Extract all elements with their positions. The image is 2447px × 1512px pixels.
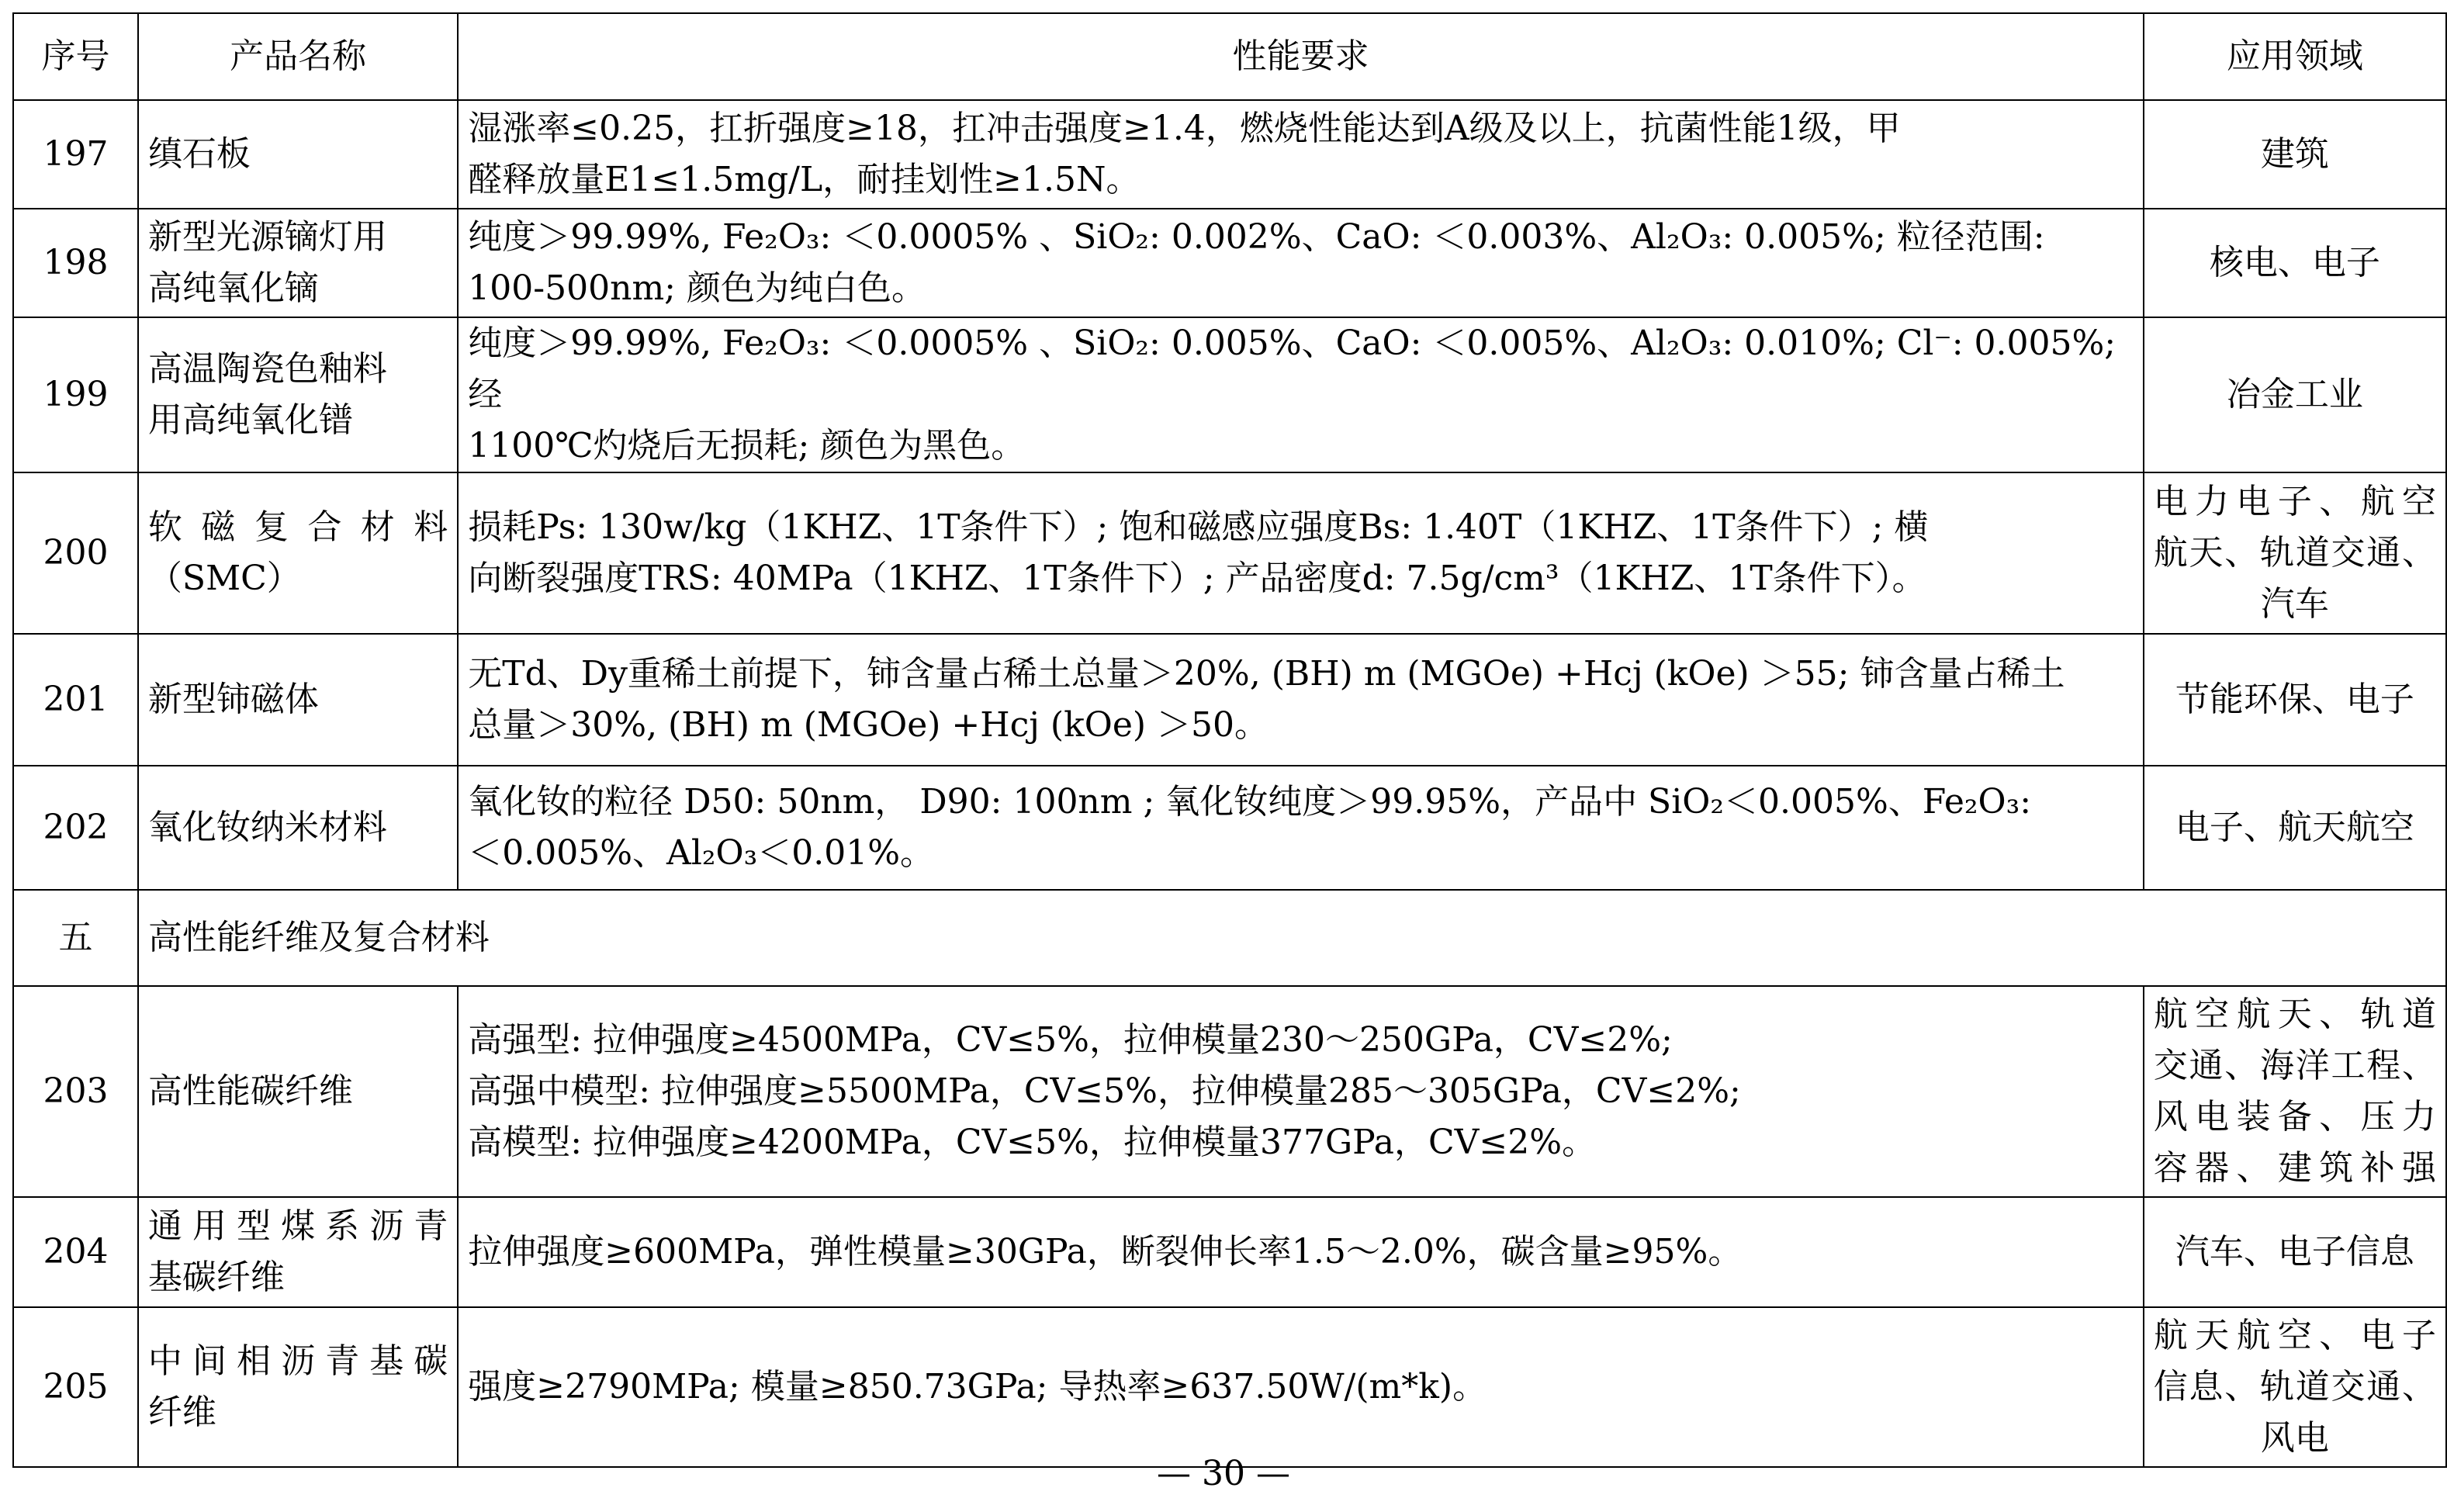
application-field: 航天航空、电子 信息、轨道交通、 风电 <box>2144 1307 2446 1467</box>
table-row <box>13 634 2446 766</box>
requirements: 湿涨率≤0.25，扛折强度≥18，扛冲击强度≥1.4，燃烧性能达到A级及以上，抗菌性能1级，甲 醛释放量E1≤1.5mg/L，耐挂划性≥1.5N。 <box>458 100 2143 209</box>
product-name: 新型铈磁体 <box>138 634 458 766</box>
row-no: 198 <box>13 209 138 317</box>
table-row <box>13 986 2446 1197</box>
row-no: 204 <box>13 1197 138 1307</box>
row-no: 205 <box>13 1307 138 1467</box>
requirements: 纯度＞99.99%, Fe₂O₃: ＜0.0005% 、SiO₂: 0.005%、CaO: ＜0.005%、Al₂O₃: 0.010%; Cl⁻: 0.005%; 经 1100℃灼烧后无损耗; 颜色为黑色。 <box>458 317 2143 472</box>
application-field: 冶金工业 <box>2144 317 2446 472</box>
application-field: 汽车、电子信息 <box>2144 1197 2446 1307</box>
spec-table <box>12 12 2447 1468</box>
product-name: 软磁复合材料 （SMC） <box>138 472 458 634</box>
row-no: 200 <box>13 472 138 634</box>
table-row <box>13 1197 2446 1307</box>
application-field: 建筑 <box>2144 100 2446 209</box>
product-name: 新型光源镝灯用 高纯氧化镝 <box>138 209 458 317</box>
requirements: 高强型: 拉伸强度≥4500MPa，CV≤5%，拉伸模量230～250GPa，CV≤2%; 高强中模型: 拉伸强度≥5500MPa，CV≤5%，拉伸模量285～305GPa，CV≤2%; 高模型: 拉伸强度≥4200MPa，CV≤5%，拉伸模量377GPa，CV≤2%。 <box>458 986 2143 1197</box>
table-row <box>13 209 2446 317</box>
application-field: 节能环保、电子 <box>2144 634 2446 766</box>
row-no: 197 <box>13 100 138 209</box>
row-no: 199 <box>13 317 138 472</box>
section-no: 五 <box>13 890 138 986</box>
product-name: 中间相沥青基碳 纤维 <box>138 1307 458 1467</box>
table-row <box>13 766 2446 890</box>
requirements: 无Td、Dy重稀土前提下，铈含量占稀土总量＞20%, (BH) m (MGOe) +Hcj (kOe) ＞55; 铈含量占稀土 总量＞30%, (BH) m (MGOe) +Hcj (kOe) ＞50。 <box>458 634 2143 766</box>
requirements: 损耗Ps: 130w/kg（1KHZ、1T条件下）; 饱和磁感应强度Bs: 1.40T（1KHZ、1T条件下）; 横 向断裂强度TRS: 40MPa（1KHZ、1T条件下）; 产品密度d: 7.5g/cm³（1KHZ、1T条件下）。 <box>458 472 2143 634</box>
header-name: 产品名称 <box>138 13 458 100</box>
application-field: 核电、电子 <box>2144 209 2446 317</box>
row-no: 203 <box>13 986 138 1197</box>
table-row <box>13 1307 2446 1467</box>
section-row <box>13 890 2446 986</box>
table-row <box>13 100 2446 209</box>
header-no: 序号 <box>13 13 138 100</box>
requirements: 拉伸强度≥600MPa，弹性模量≥30GPa，断裂伸长率1.5～2.0%，碳含量≥95%。 <box>458 1197 2143 1307</box>
header-requirements: 性能要求 <box>458 13 2143 100</box>
requirements: 氧化钕的粒径 D50: 50nm， D90: 100nm ; 氧化钕纯度＞99.95%，产品中 SiO₂＜0.005%、Fe₂O₃: ＜0.005%、Al₂O₃＜0.01%。 <box>458 766 2143 890</box>
table-row <box>13 317 2446 472</box>
application-field: 电力电子、航空 航天、轨道交通、 汽车 <box>2144 472 2446 634</box>
page-number: — 30 — <box>1157 1454 1290 1493</box>
application-field: 电子、航天航空 <box>2144 766 2446 890</box>
application-field: 航空航天、轨道 交通、海洋工程、 风电装备、压力 容器、建筑补强 <box>2144 986 2446 1197</box>
header-row <box>13 13 2446 100</box>
header-field: 应用领域 <box>2144 13 2446 100</box>
section-title: 高性能纤维及复合材料 <box>138 890 2446 986</box>
requirements: 纯度＞99.99%, Fe₂O₃: ＜0.0005% 、SiO₂: 0.002%、CaO: ＜0.003%、Al₂O₃: 0.005%; 粒径范围: 100-500nm; 颜色为纯白色。 <box>458 209 2143 317</box>
product-name: 氧化钕纳米材料 <box>138 766 458 890</box>
product-name: 高性能碳纤维 <box>138 986 458 1197</box>
row-no: 202 <box>13 766 138 890</box>
row-no: 201 <box>13 634 138 766</box>
table-row <box>13 472 2446 634</box>
product-name: 高温陶瓷色釉料 用高纯氧化镨 <box>138 317 458 472</box>
product-name: 通用型煤系沥青 基碳纤维 <box>138 1197 458 1307</box>
requirements: 强度≥2790MPa; 模量≥850.73GPa; 导热率≥637.50W/(m*k)。 <box>458 1307 2143 1467</box>
product-name: 缜石板 <box>138 100 458 209</box>
